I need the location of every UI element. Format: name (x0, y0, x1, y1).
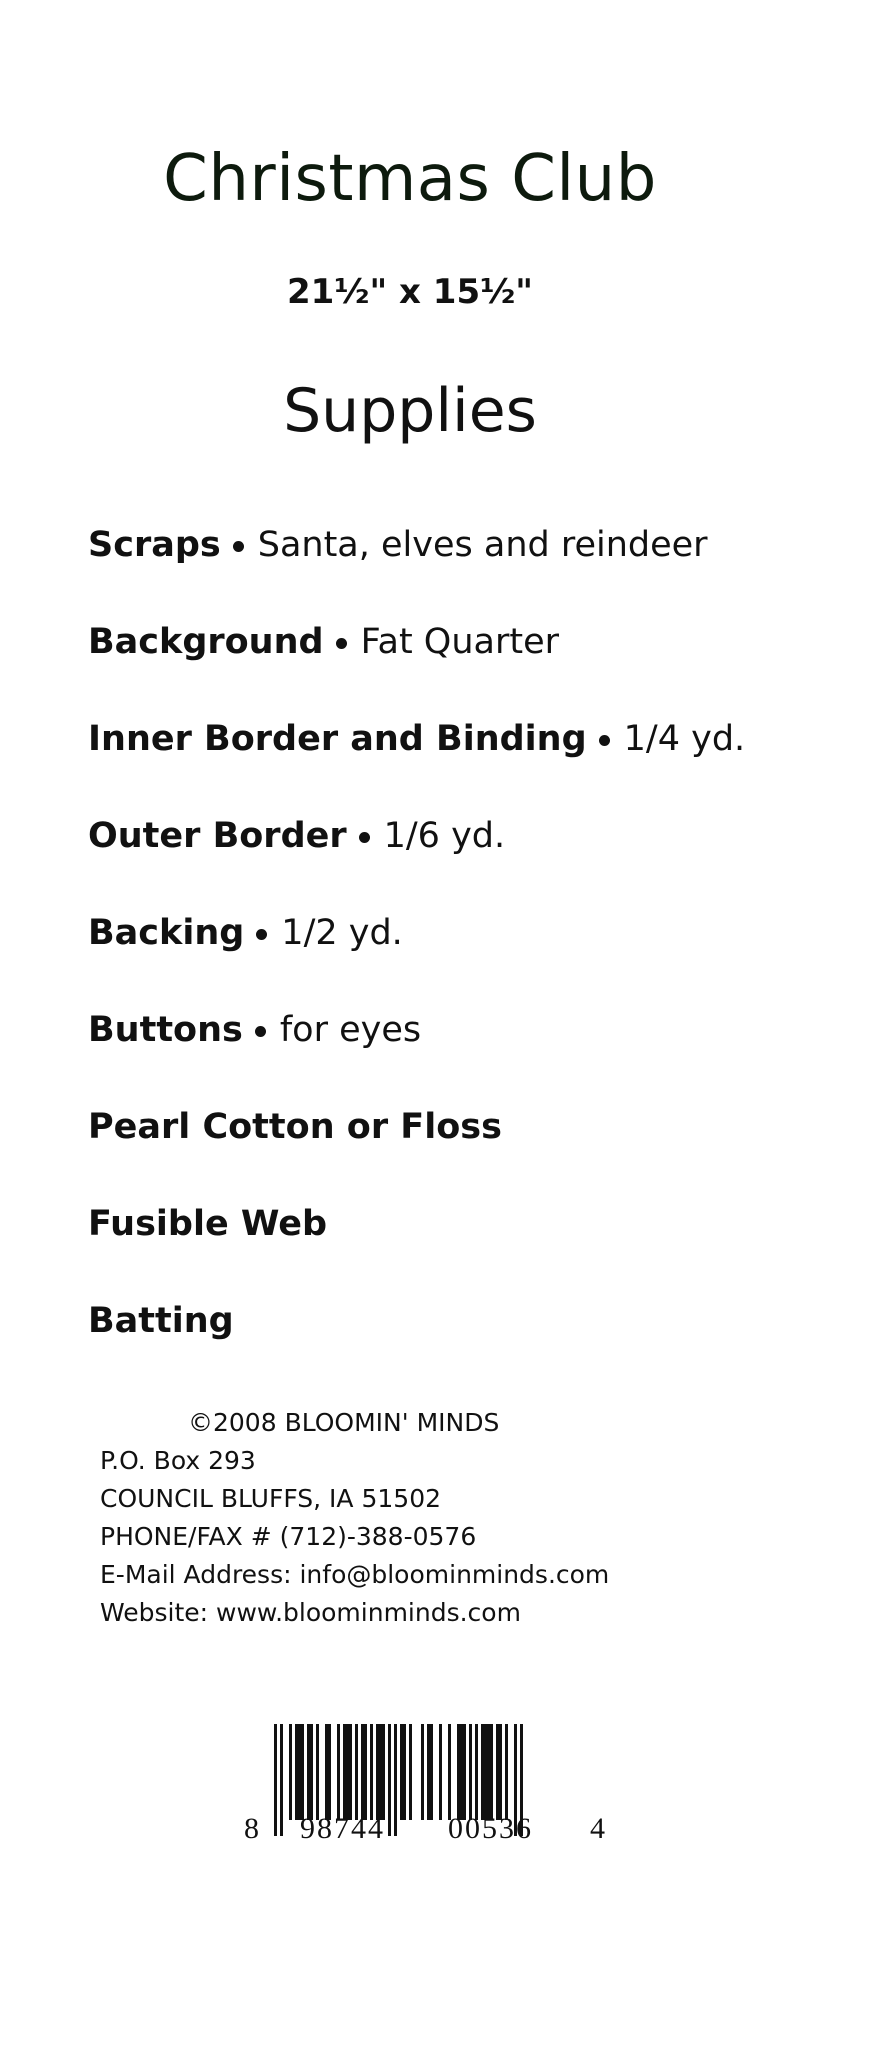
barcode-bar (439, 1724, 442, 1820)
bullet-icon (599, 735, 610, 746)
supply-item (88, 496, 808, 593)
website-line: Website: www.bloominminds.com (100, 1598, 521, 1627)
barcode-left-group: 98744 (300, 1812, 385, 1845)
copyright-line: ©2008 BLOOMIN' MINDS (188, 1408, 500, 1437)
publisher-contact (100, 1404, 700, 1632)
barcode-bar (394, 1724, 397, 1836)
barcode-bars (240, 1724, 620, 1844)
email-line: E-Mail Address: info@bloominminds.com (100, 1560, 610, 1589)
supply-name: Background (88, 621, 324, 662)
bullet-icon (359, 832, 370, 843)
barcode-bar (388, 1724, 391, 1836)
barcode-bar (400, 1724, 406, 1820)
supply-name: Scraps (88, 524, 221, 565)
supply-item (88, 1175, 808, 1272)
supply-detail: 1/2 yd. (281, 912, 403, 953)
barcode-bar (280, 1724, 283, 1836)
barcode-bar (505, 1724, 508, 1820)
barcode-bar (316, 1724, 319, 1820)
upc-barcode (240, 1724, 620, 1844)
barcode-bar (448, 1724, 451, 1820)
supply-name: Pearl Cotton or Floss (88, 1106, 502, 1147)
barcode-bar (481, 1724, 493, 1820)
supply-item (88, 690, 808, 787)
barcode-bar (361, 1724, 367, 1820)
supply-name: Batting (88, 1300, 234, 1341)
supply-name: Backing (88, 912, 245, 953)
supply-item (88, 787, 808, 884)
supply-list (88, 496, 808, 1369)
barcode-bar (469, 1724, 472, 1820)
barcode-right-group: 00536 (448, 1812, 533, 1845)
barcode-bar (421, 1724, 424, 1820)
bullet-icon (256, 929, 267, 940)
barcode-bar (307, 1724, 313, 1820)
supply-item (88, 884, 808, 981)
supply-name: Buttons (88, 1009, 243, 1050)
barcode-bar (496, 1724, 502, 1820)
supply-name: Outer Border (88, 815, 347, 856)
pattern-title: Christmas Club (163, 142, 657, 216)
barcode-bar (409, 1724, 412, 1820)
barcode-bar (457, 1724, 466, 1820)
po-box-line: P.O. Box 293 (100, 1446, 256, 1475)
supply-name: Fusible Web (88, 1203, 328, 1244)
barcode-bar (337, 1724, 340, 1820)
barcode-bar (376, 1724, 385, 1820)
supply-item (88, 981, 808, 1078)
city-line: COUNCIL BLUFFS, IA 51502 (100, 1484, 442, 1513)
barcode-bar (274, 1724, 277, 1836)
supply-name: Inner Border and Binding (88, 718, 587, 759)
supply-detail: Fat Quarter (360, 621, 560, 662)
barcode-first-digit: 8 (244, 1812, 259, 1845)
supply-detail: 1/4 yd. (623, 718, 746, 759)
supply-detail: Santa, elves and reindeer (257, 524, 708, 565)
bullet-icon (255, 1026, 266, 1037)
barcode-bar (475, 1724, 478, 1820)
barcode-bar (343, 1724, 352, 1820)
barcode-bar (427, 1724, 433, 1820)
supply-detail: for eyes (279, 1009, 422, 1050)
barcode-last-digit: 4 (590, 1812, 605, 1845)
barcode-bar (355, 1724, 358, 1820)
barcode-bar (325, 1724, 331, 1820)
supply-item (88, 1272, 808, 1369)
finished-size: 21½" x 15½" (286, 272, 534, 312)
bullet-icon (233, 541, 244, 552)
supply-detail: 1/6 yd. (383, 815, 506, 856)
barcode-bar (295, 1724, 304, 1820)
supplies-heading: Supplies (283, 376, 537, 446)
barcode-bar (289, 1724, 292, 1820)
supply-item (88, 593, 808, 690)
supply-item (88, 1078, 808, 1175)
barcode-bar (370, 1724, 373, 1820)
phone-line: PHONE/FAX # (712)-388-0576 (100, 1522, 477, 1551)
bullet-icon (336, 638, 347, 649)
